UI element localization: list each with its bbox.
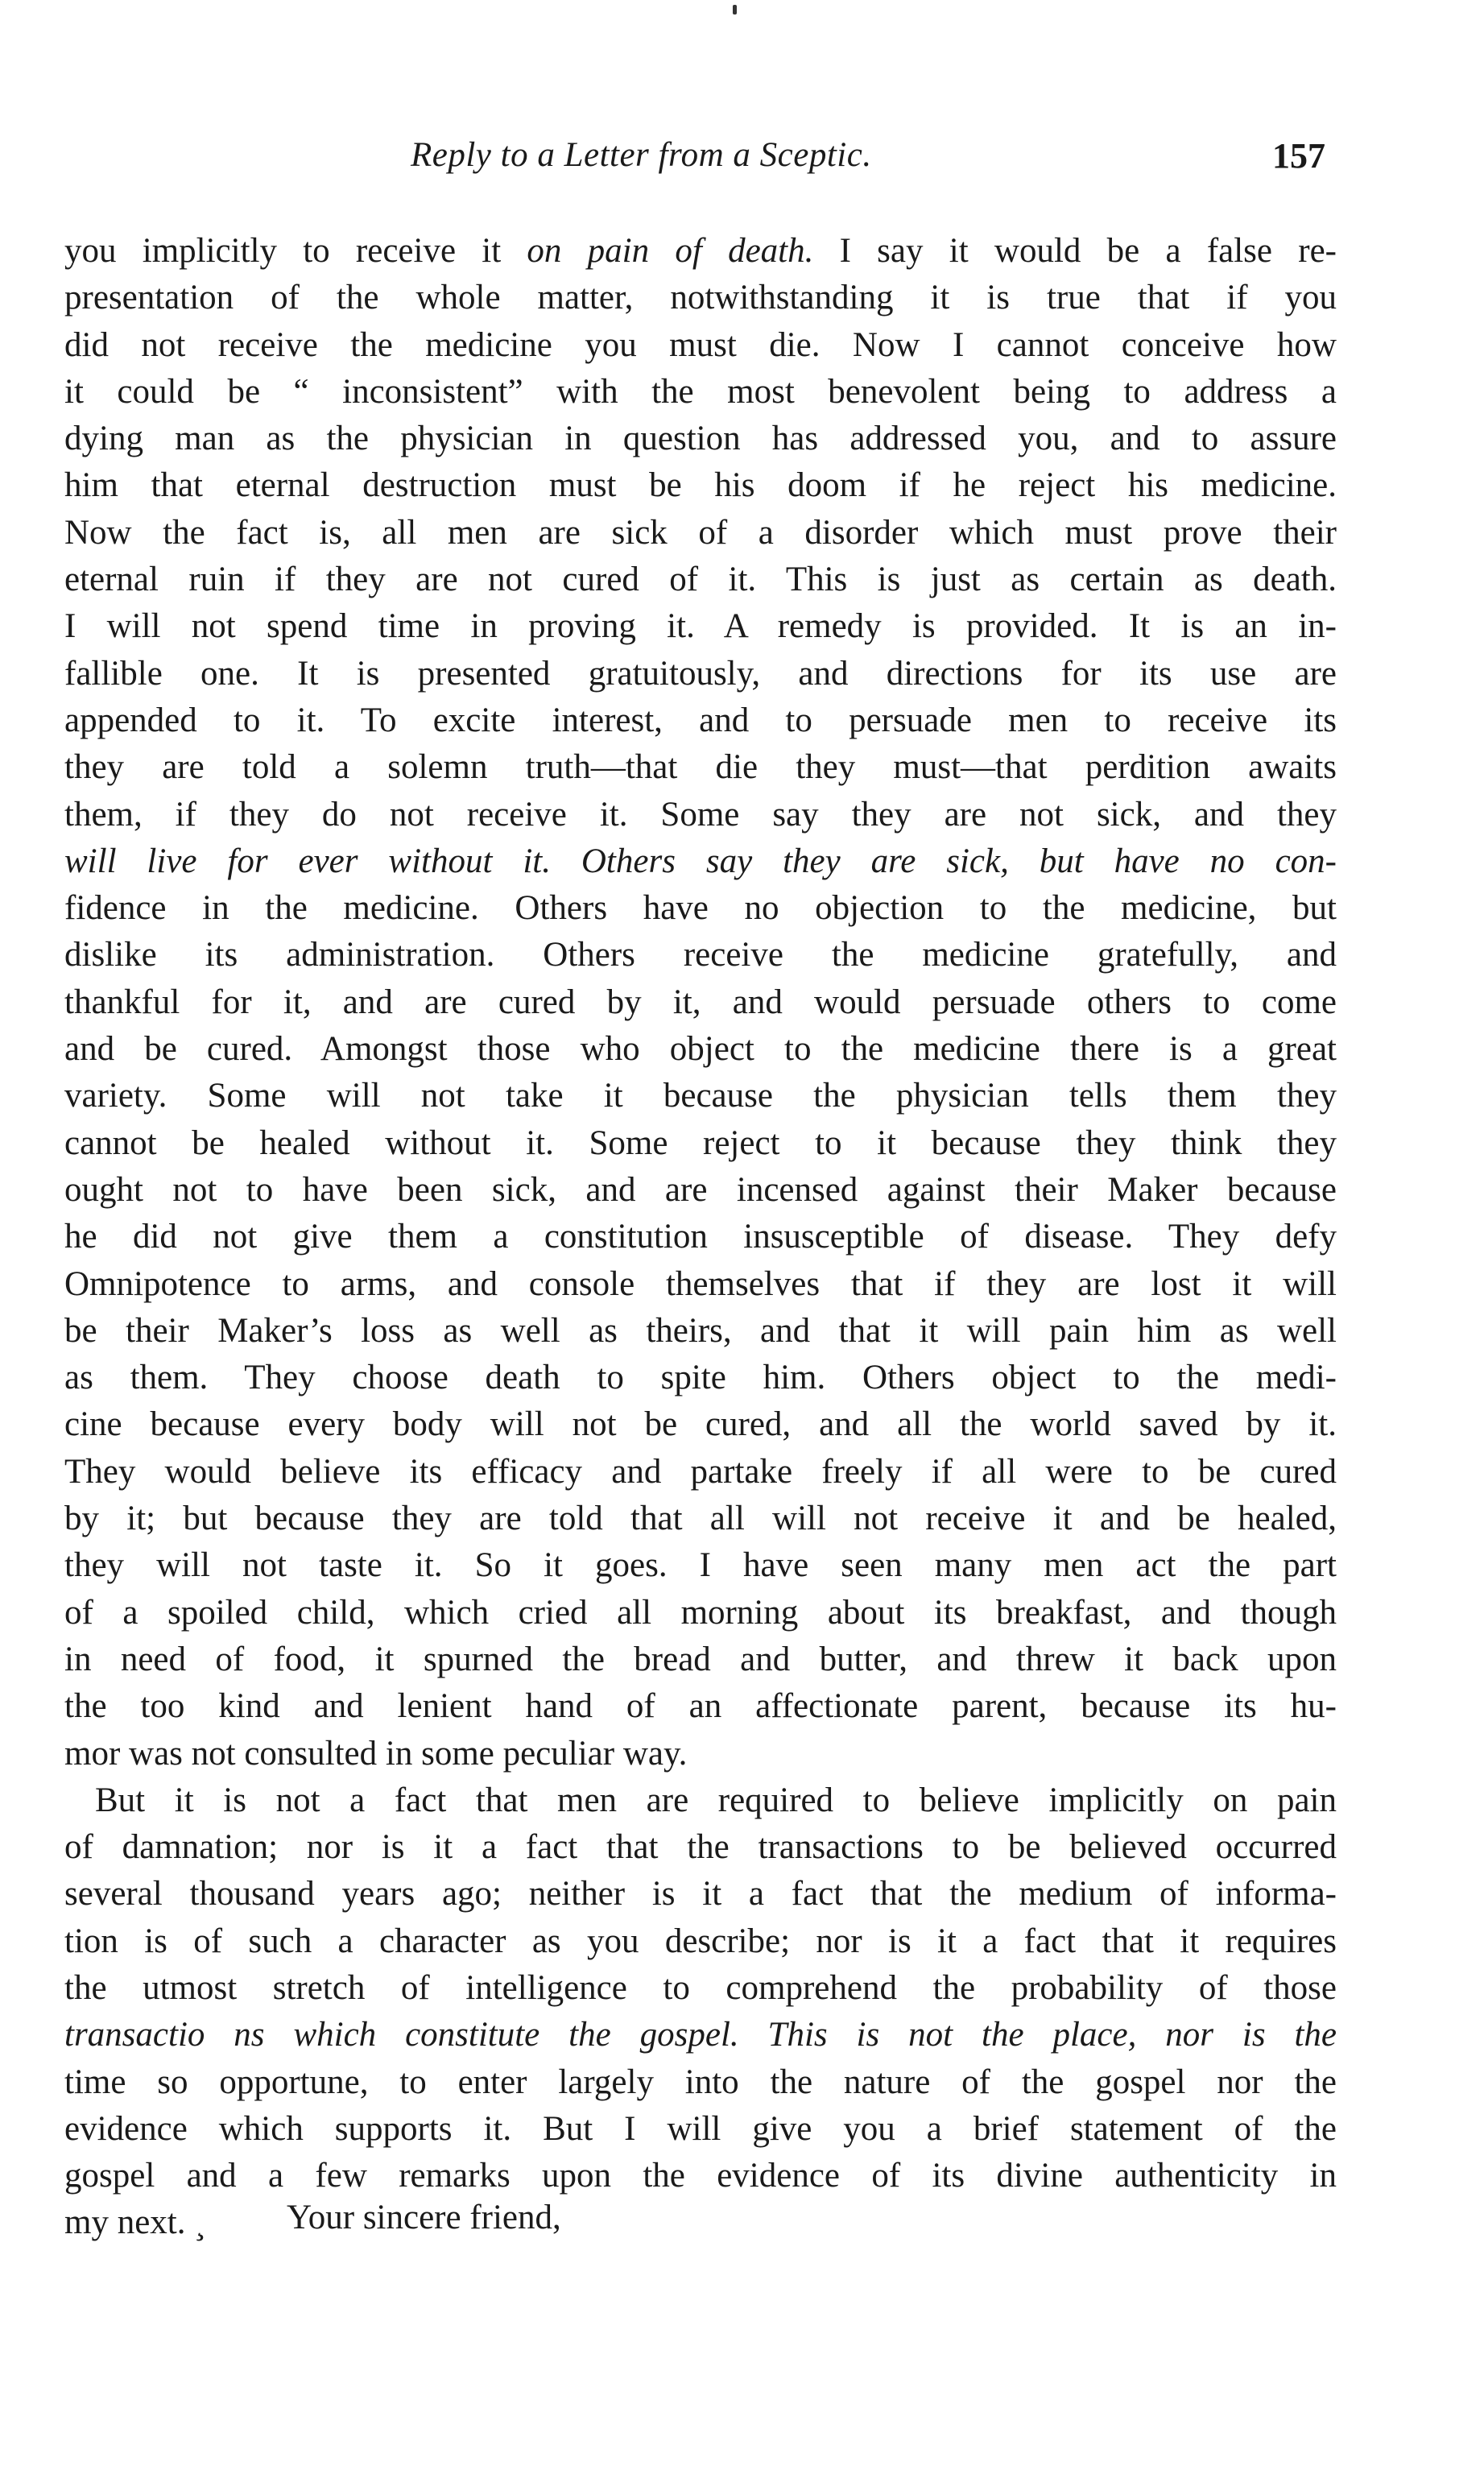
text-line xyxy=(64,885,1337,932)
text-line xyxy=(64,2153,1337,2199)
text-line xyxy=(64,2012,1337,2058)
text-run: cine because every body will not be cured, and all the world saved by it. xyxy=(64,1405,1337,1444)
text-line xyxy=(64,2106,1337,2153)
text-run: evidence which supports it. But I will give you a brief statement of the xyxy=(64,2109,1337,2148)
text-line xyxy=(64,1824,1337,1871)
text-line xyxy=(64,1496,1337,1542)
text-line xyxy=(64,932,1337,978)
text-run: presentation of the whole matter, notwithstanding it is true that if you xyxy=(64,279,1337,317)
text-line xyxy=(64,462,1337,509)
text-line xyxy=(64,1965,1337,2012)
text-line xyxy=(64,2199,1337,2246)
text-run: my next. ¸ xyxy=(64,2203,206,2242)
text-run: I say it would be a false re- xyxy=(813,232,1337,270)
text-line xyxy=(64,2059,1337,2106)
page-number: 157 xyxy=(1272,136,1325,176)
text-line xyxy=(64,228,1337,275)
text-line xyxy=(64,1777,1337,1824)
ink-speck-mark xyxy=(733,5,737,14)
text-line xyxy=(64,744,1337,791)
text-run: they will not taste it. So it goes. I have seen many men act the part xyxy=(64,1546,1337,1585)
text-run: they are told a solemn truth—that die they must—that perdition awaits xyxy=(64,748,1337,787)
text-line xyxy=(64,1683,1337,1730)
text-line xyxy=(64,1590,1337,1636)
text-run: the too kind and lenient hand of an affectionate parent, because its hu- xyxy=(64,1687,1337,1726)
text-run: tion is of such a character as you describe; nor is it a fact that it requires xyxy=(64,1922,1337,1960)
italic-text: will live for ever without it. Others say they are sick, but have no con- xyxy=(64,842,1337,880)
text-run: did not receive the medicine you must die. Now I cannot conceive how xyxy=(64,325,1337,364)
italic-text: transactio ns which constitute the gospel. This is not the place, nor is the xyxy=(64,2016,1337,2054)
text-run: But it is not a fact that men are required to believe implicitly on pain xyxy=(95,1781,1337,1819)
text-run: mor was not consulted in some peculiar way. xyxy=(64,1734,688,1773)
text-line xyxy=(64,1449,1337,1496)
text-run: several thousand years ago; neither is it a fact that the medium of informa- xyxy=(64,1875,1337,1914)
text-run: ought not to have been sick, and are incensed against their Maker because xyxy=(64,1170,1337,1209)
text-line xyxy=(64,322,1337,369)
text-line xyxy=(64,275,1337,321)
text-run: dying man as the physician in question has addressed you, and to assure xyxy=(64,420,1337,458)
text-line xyxy=(64,1871,1337,1918)
text-run: time so opportune, to enter largely into the nature of the gospel nor the xyxy=(64,2062,1337,2101)
text-line xyxy=(64,1355,1337,1401)
text-run: you implicitly to receive it xyxy=(64,232,527,270)
text-line xyxy=(64,510,1337,556)
text-line xyxy=(64,1401,1337,1448)
text-line xyxy=(64,792,1337,838)
text-line xyxy=(64,1918,1337,1965)
italic-text: on pain of death. xyxy=(527,232,814,270)
text-run: appended to it. To excite interest, and to persuade men to receive its xyxy=(64,701,1337,739)
text-line xyxy=(64,1167,1337,1214)
text-run: as them. They choose death to spite him. Others object to the medi- xyxy=(64,1359,1337,1397)
text-line xyxy=(64,1261,1337,1308)
text-line xyxy=(64,1542,1337,1589)
text-run: dislike its administration. Others receive the medicine gratefully, and xyxy=(64,936,1337,974)
text-run: thankful for it, and are cured by it, and would persuade others to come xyxy=(64,983,1337,1021)
text-line xyxy=(64,1214,1337,1260)
closing-salutation: Your sincere friend, xyxy=(287,2199,561,2236)
text-line xyxy=(64,603,1337,650)
text-line xyxy=(64,556,1337,603)
text-line xyxy=(64,1308,1337,1355)
paragraph-2 xyxy=(64,1777,1337,2247)
text-run: gospel and a few remarks upon the evidence of its divine authenticity in xyxy=(64,2157,1337,2195)
running-head-title: Reply to a Letter from a Sceptic. xyxy=(411,136,872,174)
text-line xyxy=(64,1026,1337,1073)
text-line xyxy=(64,369,1337,416)
text-line xyxy=(64,1636,1337,1683)
text-run: by it; but because they are told that all will not receive it and be healed, xyxy=(64,1500,1337,1538)
text-run: in need of food, it spurned the bread and butter, and threw it back upon xyxy=(64,1640,1337,1678)
text-run: the utmost stretch of intelligence to comprehend the probability of those xyxy=(64,1968,1337,2007)
text-line xyxy=(64,1120,1337,1167)
text-line xyxy=(64,651,1337,697)
text-run: him that eternal destruction must be his doom if he reject his medicine. xyxy=(64,466,1337,505)
text-line xyxy=(64,1073,1337,1119)
text-run: it could be “ inconsistent” with the most benevolent being to address a xyxy=(64,372,1337,411)
paragraph-1 xyxy=(64,228,1337,1777)
text-run: fallible one. It is presented gratuitously, and directions for its use are xyxy=(64,654,1337,693)
text-run: They would believe its efficacy and partake freely if all were to be cured xyxy=(64,1452,1337,1491)
text-line xyxy=(64,979,1337,1026)
text-run: of damnation; nor is it a fact that the transactions to be believed occurred xyxy=(64,1828,1337,1867)
text-run: he did not give them a constitution insusceptible of disease. They defy xyxy=(64,1218,1337,1256)
text-run: and be cured. Amongst those who object to the medicine there is a great xyxy=(64,1030,1337,1069)
text-run: variety. Some will not take it because the physician tells them they xyxy=(64,1077,1337,1115)
text-run: I will not spend time in proving it. A remedy is provided. It is an in- xyxy=(64,607,1337,646)
text-run: be their Maker’s loss as well as theirs, and that it will pain him as well xyxy=(64,1311,1337,1350)
text-run: cannot be healed without it. Some reject to it because they think they xyxy=(64,1123,1337,1162)
text-line xyxy=(64,416,1337,462)
text-run: Omnipotence to arms, and console themselves that if they are lost it will xyxy=(64,1264,1337,1303)
text-line xyxy=(64,1731,1337,1777)
text-line xyxy=(64,697,1337,744)
text-run: fidence in the medicine. Others have no objection to the medicine, but xyxy=(64,889,1337,928)
text-run: of a spoiled child, which cried all morning about its breakfast, and though xyxy=(64,1593,1337,1632)
text-run: eternal ruin if they are not cured of it. This is just as certain as death. xyxy=(64,561,1337,599)
text-run: them, if they do not receive it. Some say they are not sick, and they xyxy=(64,795,1337,834)
text-line xyxy=(64,838,1337,885)
text-run: Now the fact is, all men are sick of a disorder which must prove their xyxy=(64,513,1337,552)
body-text xyxy=(64,228,1337,2247)
